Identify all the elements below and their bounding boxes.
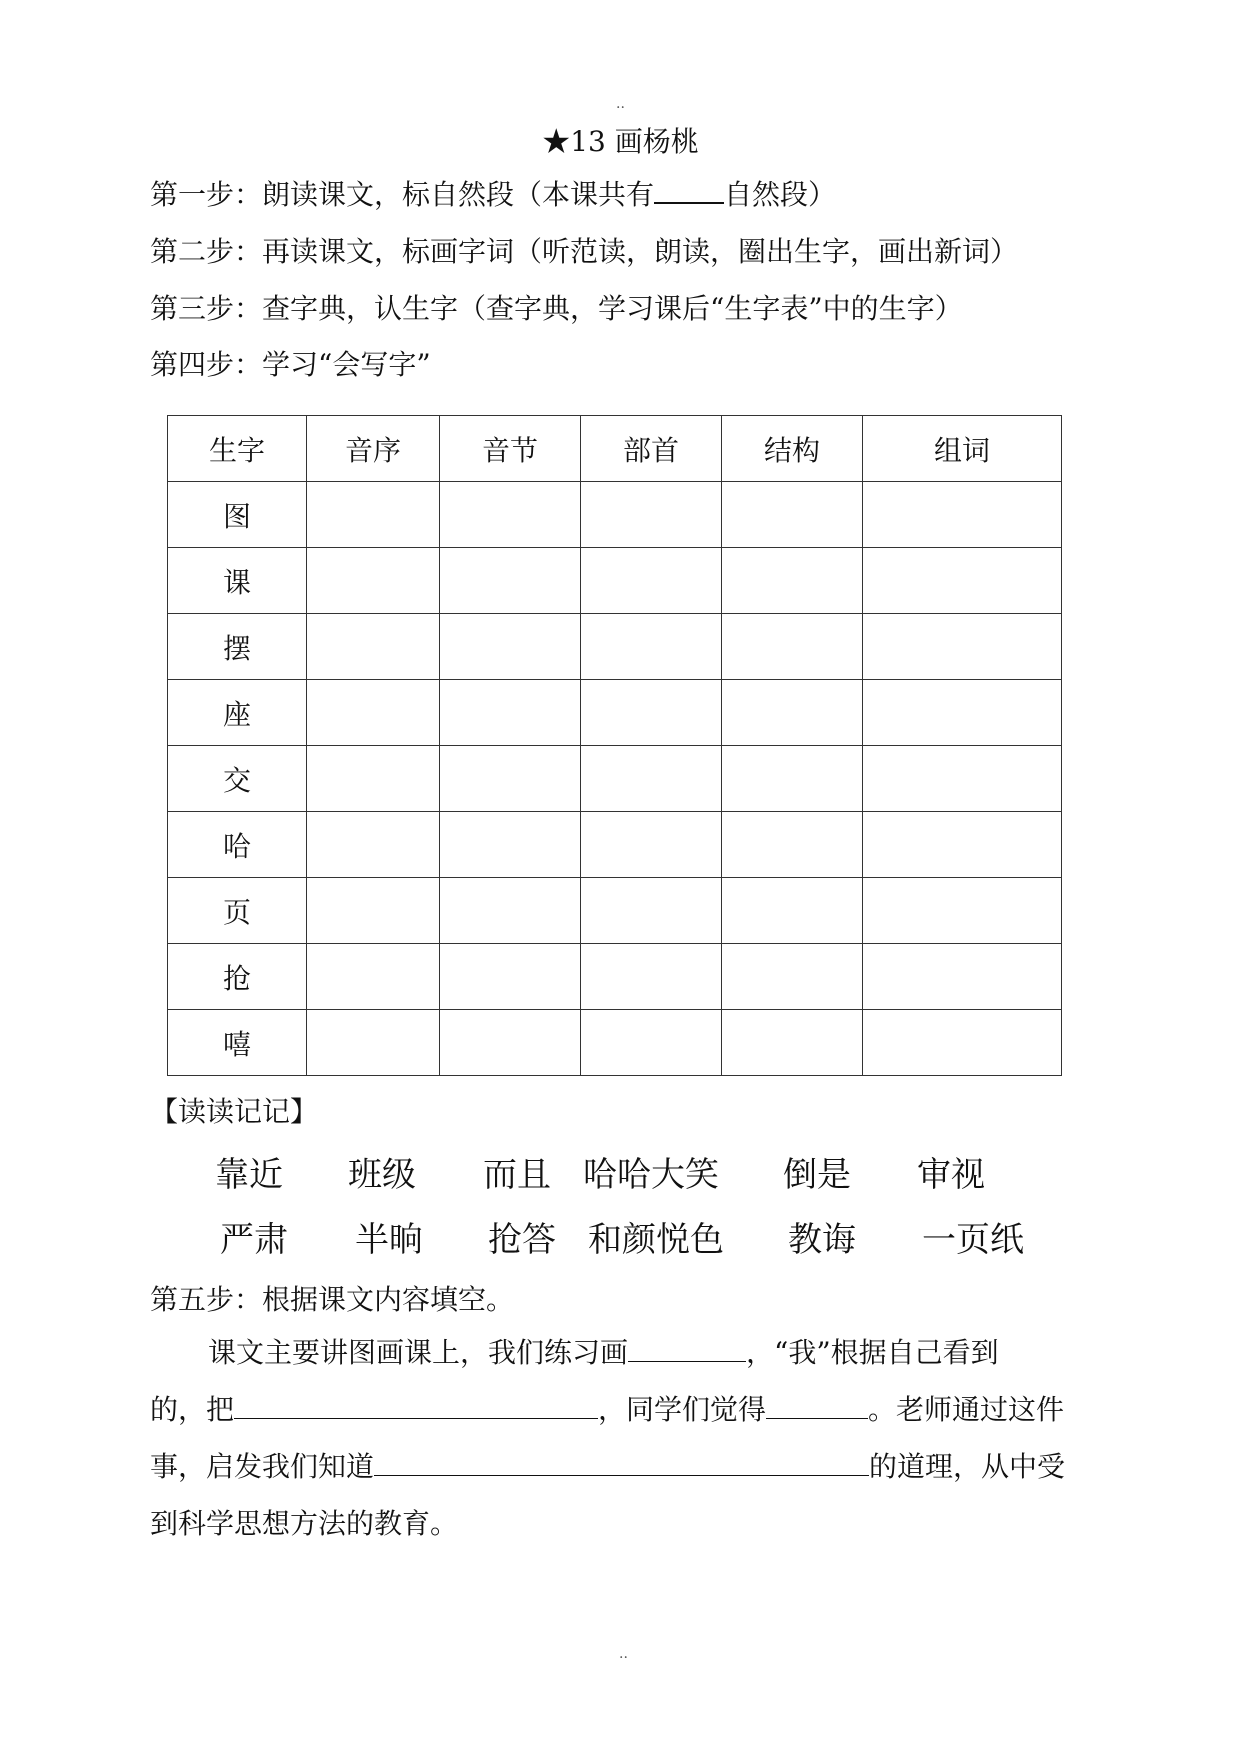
- table-row: [168, 680, 1062, 746]
- fill-blank-1[interactable]: [628, 1335, 746, 1362]
- answer-cell[interactable]: [440, 1010, 581, 1076]
- table-row: [168, 812, 1062, 878]
- answer-cell[interactable]: [440, 878, 581, 944]
- fill-blank-3[interactable]: [766, 1392, 868, 1419]
- reading-section-title: 【读读记记】: [150, 1095, 319, 1128]
- answer-cell[interactable]: [307, 812, 440, 878]
- character-cell: 图: [168, 482, 307, 548]
- fill-text-1b: ，“我”根据自己看到: [746, 1336, 999, 1369]
- answer-cell[interactable]: [581, 812, 722, 878]
- answer-cell[interactable]: [307, 482, 440, 548]
- fill-text-1a: 课文主要讲图画课上，我们练习画: [208, 1336, 629, 1369]
- answer-cell[interactable]: [722, 878, 863, 944]
- step-1-text-end: 自然段）: [724, 178, 837, 211]
- vocab-row1-5: 倒是: [783, 1155, 851, 1195]
- answer-cell[interactable]: [863, 878, 1062, 944]
- fill-blank-2[interactable]: [234, 1392, 598, 1419]
- answer-cell[interactable]: [581, 680, 722, 746]
- answer-cell[interactable]: [440, 482, 581, 548]
- character-cell: 页: [168, 878, 307, 944]
- step-5-title: 第五步：根据课文内容填空。: [150, 1283, 515, 1316]
- answer-cell[interactable]: [581, 548, 722, 614]
- answer-cell[interactable]: [722, 944, 863, 1010]
- answer-cell[interactable]: [307, 1010, 440, 1076]
- column-header: 音序: [307, 416, 440, 482]
- fill-text-3b: 的道理，从中受: [869, 1450, 1066, 1483]
- step-1: [150, 175, 836, 215]
- table-row: [168, 482, 1062, 548]
- answer-cell[interactable]: [581, 746, 722, 812]
- answer-cell[interactable]: [581, 1010, 722, 1076]
- table-row: [168, 548, 1062, 614]
- step-3: 第三步：查字典，认生字（查字典，学习课后“生字表”中的生字）: [150, 292, 963, 325]
- step-4: 第四步：学习“会写字”: [150, 348, 431, 381]
- vocab-row2-1: 严肃: [220, 1220, 288, 1260]
- answer-cell[interactable]: [581, 944, 722, 1010]
- answer-cell[interactable]: [307, 944, 440, 1010]
- character-cell: 课: [168, 548, 307, 614]
- top-page-mark: ..: [616, 96, 625, 112]
- answer-cell[interactable]: [722, 1010, 863, 1076]
- table-header-row: [168, 416, 1062, 482]
- table-row: [168, 944, 1062, 1010]
- vocab-row1-4: 哈哈大笑: [583, 1155, 719, 1195]
- answer-cell[interactable]: [440, 746, 581, 812]
- answer-cell[interactable]: [863, 746, 1062, 812]
- vocab-row1-1: 靠近: [215, 1155, 283, 1195]
- fill-text-2a: 的，把: [150, 1393, 235, 1426]
- vocab-row2-5: 教诲: [788, 1220, 856, 1260]
- character-cell: 哈: [168, 812, 307, 878]
- step-2: 第二步：再读课文，标画字词（听范读，朗读，圈出生字，画出新词）: [150, 235, 1019, 268]
- answer-cell[interactable]: [307, 548, 440, 614]
- answer-cell[interactable]: [307, 878, 440, 944]
- character-table: [167, 415, 1062, 1076]
- paragraph-count-blank[interactable]: [654, 178, 724, 204]
- lesson-title: ★13 画杨桃: [542, 125, 699, 158]
- character-cell: 抢: [168, 944, 307, 1010]
- answer-cell[interactable]: [863, 680, 1062, 746]
- table-row: [168, 878, 1062, 944]
- answer-cell[interactable]: [307, 680, 440, 746]
- column-header: 生字: [168, 416, 307, 482]
- answer-cell[interactable]: [722, 746, 863, 812]
- vocab-row2-4: 和颜悦色: [588, 1220, 724, 1260]
- answer-cell[interactable]: [722, 680, 863, 746]
- answer-cell[interactable]: [863, 944, 1062, 1010]
- vocab-row1-3: 而且: [483, 1155, 551, 1195]
- answer-cell[interactable]: [440, 614, 581, 680]
- table-row: [168, 1010, 1062, 1076]
- answer-cell[interactable]: [440, 680, 581, 746]
- character-cell: 座: [168, 680, 307, 746]
- answer-cell[interactable]: [722, 548, 863, 614]
- table-row: [168, 746, 1062, 812]
- character-cell: 嘻: [168, 1010, 307, 1076]
- column-header: 部首: [581, 416, 722, 482]
- answer-cell[interactable]: [863, 1010, 1062, 1076]
- step-1-text: 第一步：朗读课文，标自然段（本课共有: [150, 178, 655, 211]
- vocab-row2-2: 半晌: [355, 1220, 423, 1260]
- answer-cell[interactable]: [307, 746, 440, 812]
- answer-cell[interactable]: [307, 614, 440, 680]
- fill-line-3: [150, 1447, 1065, 1487]
- answer-cell[interactable]: [581, 878, 722, 944]
- answer-cell[interactable]: [863, 548, 1062, 614]
- character-cell: 交: [168, 746, 307, 812]
- fill-line-1: [208, 1333, 999, 1373]
- answer-cell[interactable]: [863, 812, 1062, 878]
- answer-cell[interactable]: [440, 944, 581, 1010]
- bottom-page-mark: ..: [619, 1646, 628, 1662]
- answer-cell[interactable]: [440, 812, 581, 878]
- vocab-row1-2: 班级: [348, 1155, 416, 1195]
- column-header: 结构: [722, 416, 863, 482]
- answer-cell[interactable]: [722, 482, 863, 548]
- column-header: 音节: [440, 416, 581, 482]
- character-cell: 摆: [168, 614, 307, 680]
- answer-cell[interactable]: [722, 614, 863, 680]
- fill-line-4: 到科学思想方法的教育。: [150, 1507, 459, 1540]
- answer-cell[interactable]: [863, 614, 1062, 680]
- answer-cell[interactable]: [722, 812, 863, 878]
- fill-text-3a: 事，启发我们知道: [150, 1450, 375, 1483]
- fill-line-2: [150, 1390, 1064, 1430]
- answer-cell[interactable]: [863, 482, 1062, 548]
- column-header: 组词: [863, 416, 1062, 482]
- answer-cell[interactable]: [440, 548, 581, 614]
- fill-text-2b: ，同学们觉得: [598, 1393, 767, 1426]
- vocab-row1-6: 审视: [917, 1155, 985, 1195]
- vocab-row2-6: 一页纸: [922, 1220, 1024, 1260]
- vocab-row2-3: 抢答: [488, 1220, 556, 1260]
- fill-text-2c: 。老师通过这件: [868, 1393, 1065, 1426]
- fill-blank-4[interactable]: [374, 1449, 869, 1476]
- answer-cell[interactable]: [581, 614, 722, 680]
- table-row: [168, 614, 1062, 680]
- answer-cell[interactable]: [581, 482, 722, 548]
